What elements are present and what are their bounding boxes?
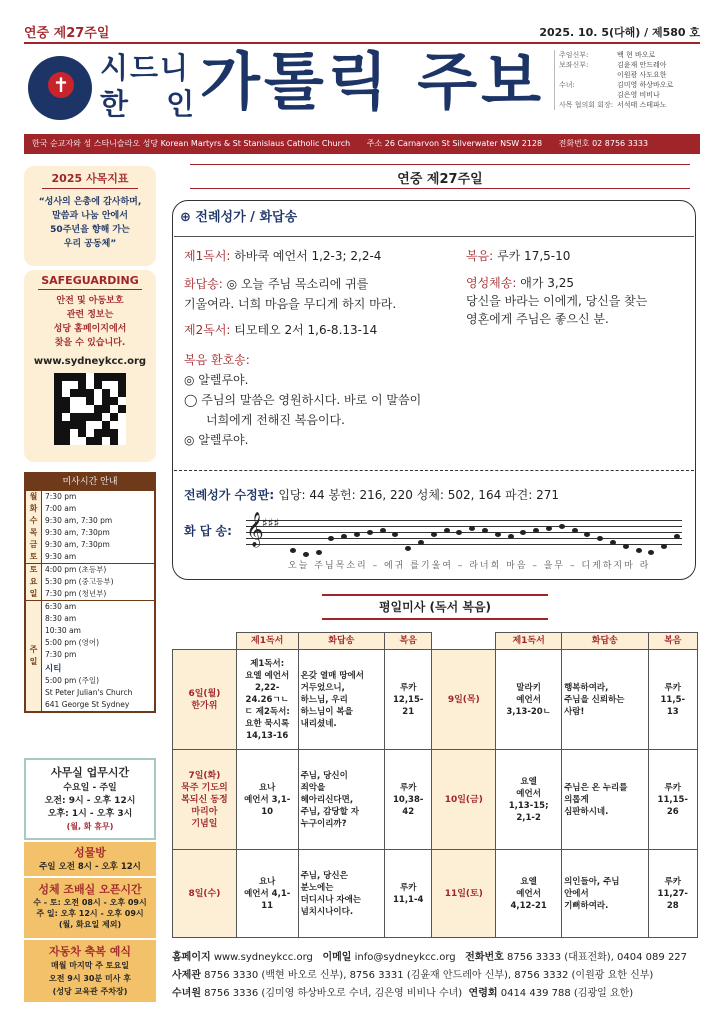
office-title: 사무실 업무시간 [50,766,130,779]
day-label: 일 [29,589,38,598]
office-line: 오전: 9시 - 오후 12시 [44,796,136,806]
church-address: 주소 26 Carnarvon St Silverwater NSW 2128 [366,139,543,148]
music-note [610,540,616,545]
staff-name: 이원광 사도요한 [617,71,667,79]
cross-icon: ✝ [48,72,74,98]
gospel-label: 복음: [466,249,494,263]
staff-role: 보좌신부: [559,61,589,69]
mass-time: 7:30 pm [45,492,77,501]
alleluia-line: ◯ 주님의 말씀은 영원하시다. 바로 이 말씀이 [184,393,422,407]
city-title: 시티 [45,664,62,674]
first-reading-ref: 하바쿡 예언서 1,2-3; 2,2-4 [234,249,382,263]
staff-row [559,100,700,110]
phone-label: 전화번호 [465,952,504,963]
table-header: 복음 [648,633,697,650]
hymn-line [184,486,559,503]
hymn-numbers: 입당: 44 봉헌: 216, 220 성체: 502, 164 파견: 271 [278,488,559,502]
email-label: 이메일 [322,952,352,963]
mass-times-title: 미사시간 안내 [26,474,154,490]
table-row [173,850,698,938]
table-header: 화답송 [562,633,648,650]
table-header: 복음 [385,633,432,650]
adoration-line: 주 일: 오후 12시 - 오후 09시 [36,909,144,918]
communion-ref: 애가 3,25 [520,276,574,290]
first-reading [184,246,381,266]
table-cell: 11일(토) [432,850,496,938]
office-hours-box [24,758,156,840]
day-label: 요 [29,577,38,586]
issue-number: 2025. 10. 5(다해) / 제580 호 [539,26,700,39]
table-cell: 요나 예언서 4,1- 11 [236,850,298,938]
safeguarding-line: 안전 및 아동보호 [56,296,124,306]
parish-logo [28,56,92,120]
staff-role: 사목 협의회 회장: [559,101,614,109]
treble-clef-icon: 𝄞 [246,512,264,547]
music-note [367,530,373,535]
day-label: 주 [29,645,38,654]
table-cell: 루카 10,38- 42 [385,750,432,850]
city-line: St Peter Julian's Church [45,688,133,697]
day-label: 일 [29,657,38,666]
rectory-phones: 8756 3330 (백현 바오로 신부), 8756 3331 (김윤재 안드레아 신부), 8756 3332 (이원광 요한 신부) [204,970,654,981]
table-cell: 10일(금) [432,750,496,850]
office-line: 오후: 1시 - 오후 3시 [47,809,133,819]
adoration-line: (월, 화요일 제외) [58,920,122,929]
communion-line2: 영혼에게 주님은 좋으신 분. [466,312,609,326]
first-reading-label: 제1독서: [184,249,231,263]
table-cell: 주님, 당신이 죄악을 헤아리신다면, 주님, 감당할 자 누구이리까? [298,750,384,850]
alleluia-label: 복음 환호송: [184,353,250,367]
music-note [572,528,578,533]
second-reading-ref: 티모테오 2서 1,6-8.13-14 [234,323,378,337]
footer-line2 [172,968,653,984]
day-label: 목 [29,528,38,537]
website-link[interactable]: www.sydneykcc.org [33,356,147,367]
sydney-korean-label [100,50,208,122]
staff-name: 김은영 비비나 [617,91,660,99]
sydney-line1: 시드니 [100,51,191,85]
safeguarding-line: 찾을 수 있습니다. [54,338,126,348]
table-cell: 요엘 예언서 4,12-21 [496,850,562,938]
homepage-label: 홈페이지 [172,952,211,963]
communion [466,274,647,328]
music-note [623,544,629,549]
table-cell: 요엘 예언서 1,13-15; 2,1-2 [496,750,562,850]
card-title-text: 전례성가 / 화답송 [195,210,298,225]
sunday-times [42,601,132,711]
sunday-labels [26,601,42,711]
mass-times-box [24,472,156,713]
staff-row [559,90,700,100]
day-label: 수 [29,516,38,525]
mass-time: 7:30 pm [45,650,77,659]
goal-line: “성사의 은총에 감사하며, [38,197,142,207]
table-header: 화답송 [298,633,384,650]
music-note [354,532,360,537]
mass-time: 5:30 pm (중고등부) [45,577,114,586]
music-note [546,526,552,531]
card-separator [174,236,694,237]
title-rule-top [190,164,690,165]
alleluia-line: 너희에게 전해진 복음이다. [206,413,345,427]
table-cell: 루카 11,5- 13 [648,650,697,750]
qr-code[interactable] [54,373,126,445]
mass-time: 4:00 pm (초등부) [45,565,107,574]
saturday-times [42,564,114,600]
weekday-mass-title: 평일미사 (독서 복음) [322,594,548,620]
music-note [559,524,565,529]
shop-hours: 주일 오전 8시 - 오후 12시 [39,862,141,872]
footer-line1 [172,950,687,966]
table-cell: 루카 12,15- 21 [385,650,432,750]
sydney-line2: 한 인 [100,87,209,121]
score-lyrics: 오늘 주님목소리 – 에귀 를기울여 – 라너희 마음 – 을무 – 디게하지마 라 [288,561,651,571]
safeguarding-line: 성당 홈페이지에서 [53,324,127,334]
hymn-label: 전례성가 수정판: [184,488,275,502]
church-name: 한국 순교자와 성 스타니슬라오 성당 Korean Martyrs & St Stanislaus Catholic Church [32,139,351,148]
day-label: 토 [29,565,38,574]
church-info-bar [24,134,700,154]
convent-label: 수녀원 [172,988,201,999]
music-note [508,534,514,539]
day-label: 토 [29,552,38,561]
adoration-line: 수 - 토: 오전 08시 - 오후 09시 [33,898,147,907]
table-cell: 의인들아, 주님 안에서 기뻐하여라. [562,850,648,938]
weekday-labels [26,491,42,563]
table-cell: 행복하여라, 주님을 신뢰하는 사람! [562,650,648,750]
staff-name: 백 현 바오로 [617,51,656,59]
gospel [466,246,570,266]
staff-row [559,80,700,90]
safeguarding-text [24,294,156,350]
music-note [303,552,309,557]
email-address[interactable]: info@sydneykcc.org [354,952,456,963]
table-cell: 9일(목) [432,650,496,750]
table-cell: 7일(화) 묵주 기도의 복되신 동정 마리아 기념일 [173,750,237,850]
day-label: 금 [29,540,38,549]
table-cell: 제1독서: 요엘 예언서 2,22- 24.26ㄱㄴ ㄷ 제2독서: 요한 묵시록 14,13-16 [236,650,298,750]
dashed-divider [174,470,694,471]
car-blessing-text [24,959,156,998]
staff-role: 주임신부: [559,51,589,59]
table-row [173,750,698,850]
saturday-labels [26,564,42,600]
adoration-title: 성체 조배실 오픈시간 [38,883,142,896]
goal-line: 50주년을 향해 가는 [50,225,130,235]
car-blessing-line: 매월 마지막 주 토요일 [51,961,129,970]
mass-time: 6:30 am [45,602,77,611]
second-reading [184,320,377,340]
mass-time: 10:30 am [45,626,81,635]
sharp-icon: ♯♯♯ [262,516,280,530]
goal-title: 2025 사목지표 [42,170,138,189]
music-note [380,528,386,533]
goal-line: 말씀과 나눔 안에서 [52,211,128,221]
adoration-hours [24,897,156,930]
mass-time: 9:30 am, 7:30pm [45,528,110,537]
liturgy-card-title [180,206,297,225]
mass-time: 7:30 pm (청년부) [45,589,107,598]
music-note [418,540,424,545]
shop-title: 성물방 [74,846,106,859]
day-label: 월 [29,492,38,501]
table-cell: 루카 11,1-4 [385,850,432,938]
week-title: 연중 제27주일 [24,26,110,41]
weekday-mass-table [172,632,698,938]
table-cell: 루카 11,15- 26 [648,750,697,850]
title-rule-bottom [190,188,690,189]
footer-line3 [172,986,633,1002]
goal-text [24,195,156,251]
table-cell: 온갖 열매 땅에서 거두었으니, 하느님, 우리 하느님이 복을 내리셨네. [298,650,384,750]
rectory-label: 사제관 [172,970,201,981]
staff-role [559,70,617,80]
table-row [173,650,698,750]
office-hours [26,782,154,821]
staff-row [559,70,700,80]
communion-label: 영성체송: [466,276,517,290]
car-blessing-line: (성당 교육관 주차장) [52,987,128,996]
mass-time: 5:00 pm (영어) [45,638,100,647]
psalm-line2: 기울여라. 너희 마음을 무디게 하지 마라. [184,297,397,311]
alleluia-line: ◎ 알렐루야. [184,373,249,387]
car-blessing-box [24,940,156,1002]
music-note [674,534,680,539]
music-note [636,548,642,553]
second-reading-label: 제2독서: [184,323,231,337]
adoration-box [24,878,156,938]
alleluia [184,350,421,450]
mass-time: 9:30 am, 7:30 pm [45,516,113,525]
staff-name: 서석태 스테파노 [617,101,667,109]
bulletin-title: 가톨릭 주보 [200,45,546,118]
city-line: 5:00 pm (주일) [45,676,100,685]
table-cell: 말라키 예언서 3,13-20ㄴ [496,650,562,750]
table-cell: 6일(월) 한가위 [173,650,237,750]
music-note [482,528,488,533]
psalm-line1: ◎ 오늘 주님 목소리에 귀를 [226,277,369,291]
score-label: 화 답 송: [184,524,232,538]
table-cell: 주님, 당신은 분노에는 더디시나 자애는 넘치시나이다. [298,850,384,938]
cross-icon: ⊕ [180,210,196,225]
city-line: 641 George St Sydney [45,700,130,709]
music-note [316,550,322,555]
funeral-label: 연령회 [468,988,498,999]
car-blessing-title: 자동차 축복 예식 [48,945,132,958]
psalm [184,274,396,314]
mass-weekday-row [26,490,154,563]
homepage-url[interactable]: www.sydneykcc.org [213,952,313,963]
mass-time: 9:30 am [45,552,77,561]
religious-shop-box [24,842,156,876]
sunday-title: 연중 제27주일 [397,172,483,187]
mass-saturday-row [26,563,154,600]
goal-line: 우리 공동체” [63,239,117,249]
staff-row [559,50,700,60]
table-header [173,633,237,650]
mass-time: 8:30 am [45,614,77,623]
table-cell: 루카 11,27- 28 [648,850,697,938]
table-header [432,633,496,650]
office-line: 수요일 - 주일 [63,783,117,793]
music-note [431,532,437,537]
mass-sunday-row [26,600,154,711]
funeral-phone: 0414 439 788 (김광일 요한) [500,988,634,999]
weekday-times [42,491,112,563]
music-note [290,548,296,553]
staff-row [559,60,700,70]
staff-role: 수녀: [559,81,575,89]
staff-role [559,90,617,100]
phone-numbers: 8756 3333 (대표전화), 0404 089 227 [507,952,688,963]
table-header: 제1독서 [496,633,562,650]
day-label: 화 [29,504,38,513]
table-cell: 8일(수) [173,850,237,938]
pastoral-goal-box [24,166,156,266]
table-cell: 요나 예언서 3,1- 10 [236,750,298,850]
psalm-label: 화답송: [184,277,223,291]
communion-line1: 당신을 바라는 이에게, 당신을 찾는 [466,294,648,308]
mass-time: 7:00 am [45,504,77,513]
safeguarding-line: 관련 정보는 [66,310,114,320]
safeguarding-title: SAFEGUARDING [38,274,142,290]
gospel-ref: 루카 17,5-10 [497,249,571,263]
alleluia-line: ◎ 알렐루야. [184,433,249,447]
staff-name: 김윤재 안드레아 [617,61,667,69]
table-cell: 주님은 온 누리를 의롭게 심판하시네. [562,750,648,850]
convent-phones: 8756 3336 (김미영 하상바오로 수녀, 김은영 비비나 수녀) [204,988,463,999]
safeguarding-box [24,270,156,462]
car-blessing-line: 오전 9시 30분 미사 후 [49,974,131,983]
music-note [444,528,450,533]
table-header: 제1독서 [236,633,298,650]
mass-time: 9:30 am, 7:30pm [45,540,110,549]
church-phone: 전화번호 02 8756 3333 [558,139,649,148]
staff-list [554,50,700,110]
office-note: (월, 화 휴무) [66,822,114,831]
music-note [495,532,501,537]
staff-name: 김미영 하상바오로 [617,81,674,89]
